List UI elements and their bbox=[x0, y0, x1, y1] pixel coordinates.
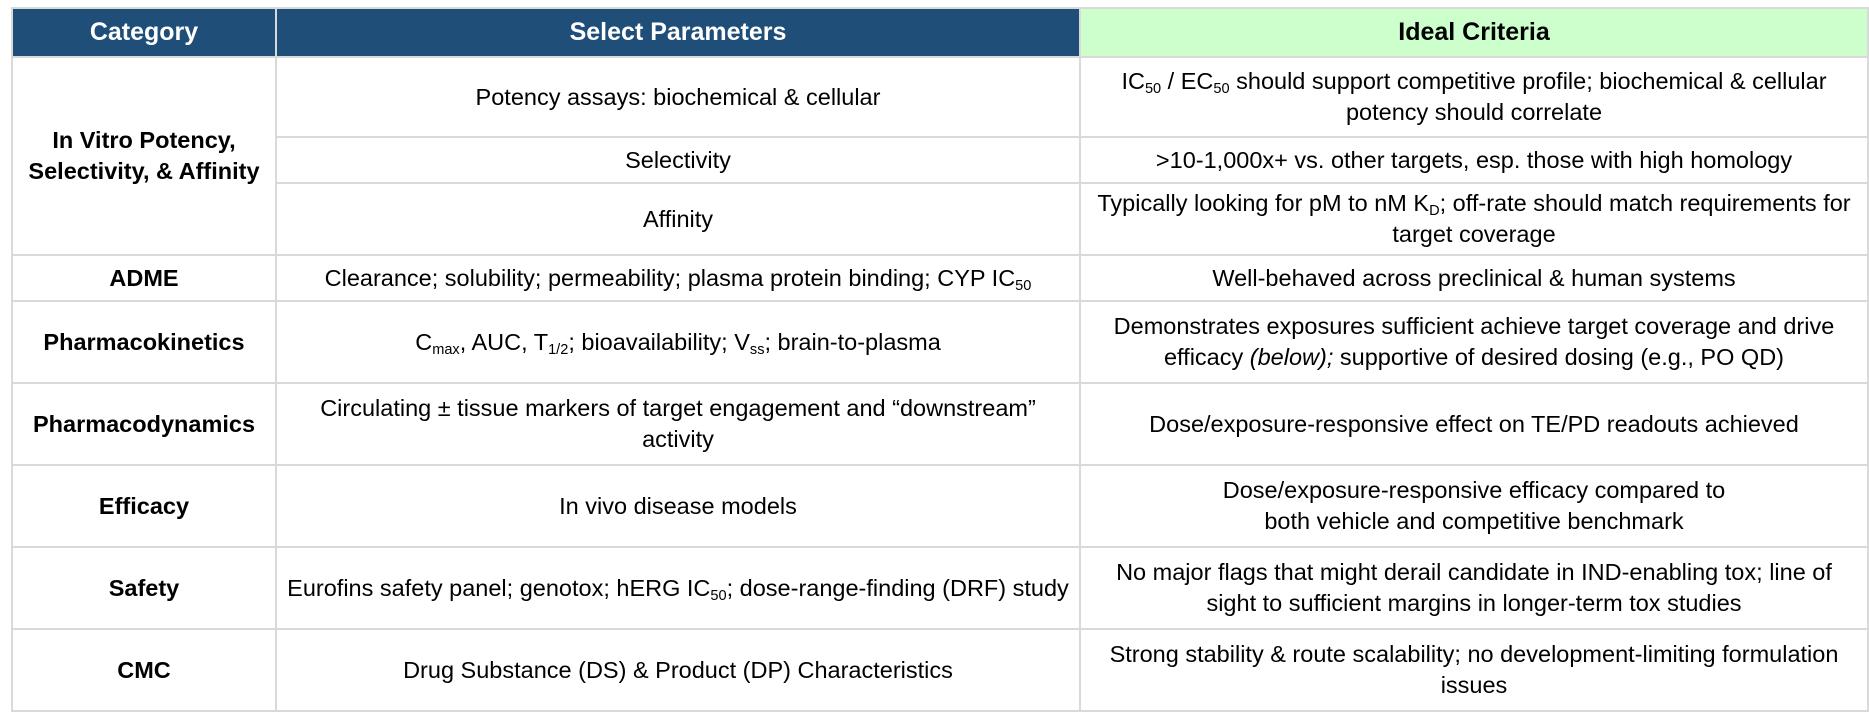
criteria-potency bbox=[1080, 57, 1868, 137]
criteria-text: ; off-rate should match requirements for target coverage bbox=[1392, 190, 1851, 247]
param-cmc: Drug Substance (DS) & Product (DP) Characteristics bbox=[276, 629, 1080, 711]
subscript: 50 bbox=[710, 587, 727, 604]
param-text: ; brain-to-plasma bbox=[764, 328, 941, 355]
criteria-text: Demonstrates exposures sufficient achieve target coverage and drive efficacy bbox=[1113, 313, 1835, 370]
criteria-cmc: Strong stability & route scalability; no development-limiting formulation issues bbox=[1080, 629, 1868, 711]
table-row-safety bbox=[12, 547, 1868, 629]
criteria-text: / EC bbox=[1161, 68, 1214, 94]
subscript: D bbox=[1429, 203, 1440, 220]
table-row-cmc bbox=[12, 629, 1868, 711]
param-text: , AUC, T bbox=[459, 328, 549, 355]
header-select-parameters: Select Parameters bbox=[276, 8, 1080, 57]
category-in-vitro: In Vitro Potency, Selectivity, & Affinity bbox=[12, 57, 276, 255]
table-row-adme bbox=[12, 255, 1868, 301]
criteria-pk bbox=[1080, 301, 1868, 383]
subscript: ss bbox=[749, 341, 765, 358]
criteria-text: Typically looking for pM to nM K bbox=[1097, 190, 1430, 216]
criteria-italic: (below); bbox=[1249, 344, 1334, 370]
criteria-adme: Well-behaved across preclinical & human systems bbox=[1080, 255, 1868, 301]
param-efficacy: In vivo disease models bbox=[276, 465, 1080, 547]
subscript: 50 bbox=[1015, 277, 1032, 294]
criteria-safety: No major flags that might derail candidate in IND-enabling tox; line of sight to sufficient margins in longer-term tox studies bbox=[1080, 547, 1868, 629]
table-row-potency bbox=[12, 57, 1868, 137]
criteria-efficacy bbox=[1080, 465, 1868, 547]
category-cmc: CMC bbox=[12, 629, 276, 711]
criteria-line: Dose/exposure-responsive efficacy compared to bbox=[1222, 477, 1726, 503]
param-text: ; dose-range-finding (DRF) study bbox=[726, 574, 1069, 601]
criteria-pd: Dose/exposure-responsive effect on TE/PD readouts achieved bbox=[1080, 383, 1868, 465]
table-row-efficacy bbox=[12, 465, 1868, 547]
table-row-pk bbox=[12, 301, 1868, 383]
criteria-text: supportive of desired dosing (e.g., PO QD) bbox=[1333, 344, 1784, 370]
category-safety: Safety bbox=[12, 547, 276, 629]
param-text: Eurofins safety panel; genotox; hERG IC bbox=[287, 574, 711, 601]
param-pd: Circulating ± tissue markers of target engagement and “downstream” activity bbox=[276, 383, 1080, 465]
header-row bbox=[12, 8, 1868, 57]
param-adme bbox=[276, 255, 1080, 301]
subscript: 1/2 bbox=[548, 341, 569, 358]
subscript: max bbox=[432, 341, 460, 358]
subscript: 50 bbox=[1144, 81, 1162, 98]
param-selectivity: Selectivity bbox=[276, 137, 1080, 183]
subscript: 50 bbox=[1213, 81, 1230, 98]
criteria-text: should support competitive profile; biochemical & cellular potency should correlate bbox=[1229, 68, 1827, 125]
param-text: C bbox=[415, 328, 433, 355]
category-pd: Pharmacodynamics bbox=[12, 383, 276, 465]
table-row-selectivity bbox=[12, 137, 1868, 183]
param-text: Clearance; solubility; permeability; plasma protein binding; CYP IC bbox=[324, 264, 1016, 291]
param-potency: Potency assays: biochemical & cellular bbox=[276, 57, 1080, 137]
criteria-line: both vehicle and competitive benchmark bbox=[1264, 508, 1684, 534]
category-efficacy: Efficacy bbox=[12, 465, 276, 547]
category-pk: Pharmacokinetics bbox=[12, 301, 276, 383]
criteria-table bbox=[11, 7, 1869, 712]
table-row-pd bbox=[12, 383, 1868, 465]
header-category: Category bbox=[12, 8, 276, 57]
criteria-text: IC bbox=[1121, 68, 1145, 94]
table-row-affinity bbox=[12, 183, 1868, 255]
category-adme: ADME bbox=[12, 255, 276, 301]
param-text: ; bioavailability; V bbox=[568, 328, 750, 355]
param-affinity: Affinity bbox=[276, 183, 1080, 255]
criteria-selectivity: >10-1,000x+ vs. other targets, esp. those with high homology bbox=[1080, 137, 1868, 183]
criteria-affinity bbox=[1080, 183, 1868, 255]
param-safety bbox=[276, 547, 1080, 629]
param-pk bbox=[276, 301, 1080, 383]
header-ideal-criteria: Ideal Criteria bbox=[1080, 8, 1868, 57]
